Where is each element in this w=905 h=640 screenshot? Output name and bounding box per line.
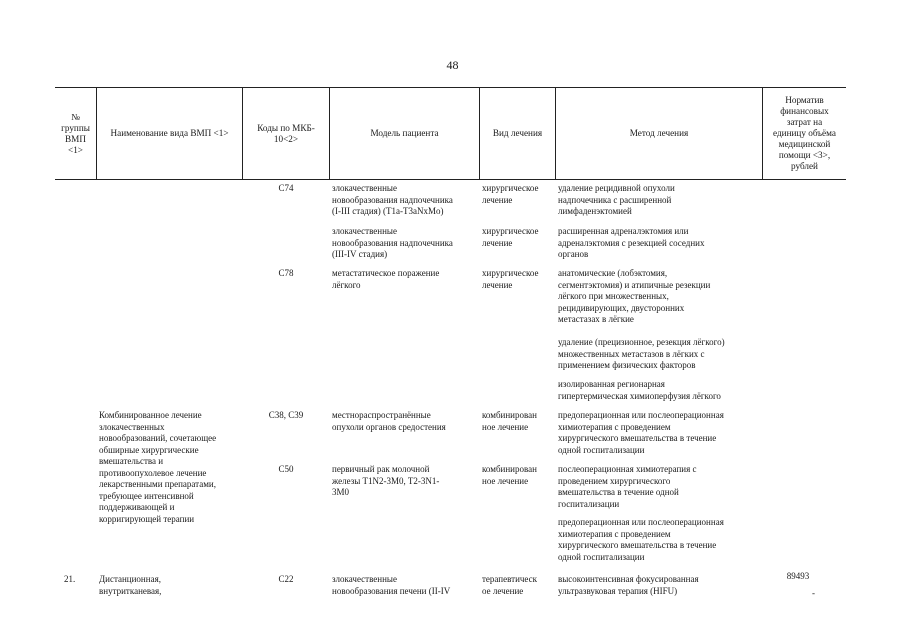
header-group-number: № группы ВМП <1> [61,111,90,155]
patient-model: первичный рак молочной железы T1N2-3M0, T2-3N1- 3M0 [332,464,440,497]
treatment-type: комбинирован ное лечение [482,410,537,432]
icd-code: C78 [278,268,294,278]
treatment-method: анатомические (лобэктомия, сегментэктомия) и атипичные резекции лёгкого при множественных, рецидивирующих, двусторонних метастазах в лёгкие [558,268,711,324]
treatment-method: удаление рецидивной опухоли надпочечника с расширенной лимфаденэктомией [558,183,675,216]
treatment-method: изолированная регионарная гипертермическая химиоперфузия лёгкого [558,379,721,401]
page-number: 48 [446,58,459,72]
header-treatment-type: Вид лечения [492,128,543,138]
icd-code: C74 [278,183,294,193]
header-cost-norm: Норматив финансовых затрат на единицу объёма медицинской помощи <3>, рублей [773,95,836,171]
treatment-method: расширенная адреналэктомия или адреналэктомия с резекцией соседних органов [558,226,705,259]
group-number: 21. [64,574,76,584]
treatment-method: предоперационная или послеоперационная химиотерапия с проведением хирургического вмешательства в течение одной госпитализации [558,410,724,455]
patient-model: метастатическое поражение лёгкого [332,268,440,290]
treatment-method: послеоперационная химиотерапия с проведением хирургического вмешательства в течение одной госпитализации [558,464,697,509]
treatment-type: комбинирован ное лечение [482,464,537,486]
patient-model: злокачественные новообразования надпочечника (I-III стадия) (T1a-T3aNxMo) [332,183,453,216]
scan-mark: - [812,588,815,598]
header-bottom-border [55,179,846,180]
header-icd-codes: Коды по МКБ- 10<2> [257,122,315,144]
treatment-type: хирургическое лечение [482,268,539,290]
treatment-type: хирургическое лечение [482,226,539,248]
header-vmp-name: Наименование вида ВМП <1> [110,128,229,138]
icd-code: C38, C39 [268,410,304,420]
patient-model: злокачественные новообразования печени (II-IV [332,574,451,596]
header-treatment-method: Метод лечения [629,128,689,138]
vmp-name: Комбинированное лечение злокачественных новообразований, сочетающее обширные хирургические вмешательства и противоопухолевое лечение лекарственными препаратами, требующее интенсивной поддерживающей и корригирующей терапии [99,410,217,524]
icd-code: C50 [278,464,294,474]
cost-norm-value: 89493 [786,571,810,581]
treatment-method: предоперационная или послеоперационная химиотерапия с проведением хирургического вмешательства в течение одной госпитализации [558,517,724,562]
treatment-type: хирургическое лечение [482,183,539,205]
vmp-name: Дистанционная, внутритканевая, [99,574,162,596]
patient-model: злокачественные новообразования надпочечника (III-IV стадия) [332,226,453,259]
patient-model: местнораспространённые опухоли органов средостения [332,410,446,432]
header-patient-model: Модель пациента [370,128,439,138]
treatment-method: высокоинтенсивная фокусированная ультразвуковая терапия (HIFU) [558,574,699,596]
treatment-type: терапевтическ ое лечение [482,574,538,596]
treatment-method: удаление (прецизионное, резекция лёгкого) множественных метастазов в лёгких с применением физических факторов [558,337,725,370]
icd-code: C22 [278,574,294,584]
